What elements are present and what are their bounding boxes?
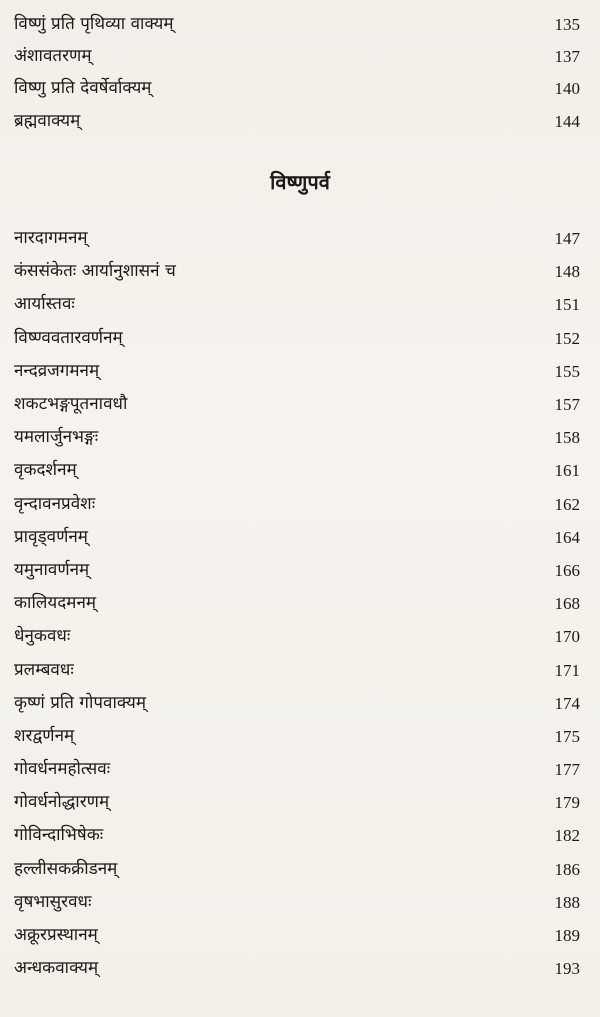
toc-entry-title: यमलार्जुनभङ्गः [14, 427, 99, 448]
toc-entry-page: 175 [554, 726, 580, 746]
toc-entry-page: 135 [554, 14, 580, 34]
toc-entry-title: नारदागमनम् [14, 228, 88, 249]
toc-entry-title: कृष्णं प्रति गोपवाक्यम् [14, 692, 147, 713]
toc-entry-title: विष्ण्ववतारवर्णनम् [14, 327, 123, 348]
section-heading: विष्णुपर्व [270, 170, 330, 194]
toc-entry-page: 148 [554, 262, 580, 282]
toc-entry-title: धेनुकवधः [14, 626, 71, 647]
toc-entry-title: शकटभङ्गपूतनावधौ [14, 394, 128, 415]
toc-entry-title: नन्दव्रजगमनम् [14, 360, 100, 381]
toc-entry-title: अंशावतरणम् [14, 46, 92, 67]
toc-row [0, 454, 600, 487]
toc-entry-page: 174 [554, 693, 580, 713]
toc-entry-page: 155 [554, 361, 580, 381]
toc-entry-page: 140 [554, 79, 580, 99]
toc-row [0, 753, 600, 786]
toc-entry-title: यमुनावर्णनम् [14, 559, 90, 580]
toc-row [0, 222, 600, 255]
toc-entry-title: वृषभासुरवधः [14, 891, 92, 912]
toc-entry-title: शरद्वर्णनम् [14, 725, 75, 746]
toc-entry-page: 144 [554, 111, 580, 131]
toc-entry-title: गोवर्धनोद्धारणम् [14, 792, 110, 813]
toc-entry-title: विष्णुं प्रति पृथिव्या वाक्यम् [14, 13, 174, 34]
toc-row [0, 8, 600, 40]
toc-row [0, 488, 600, 521]
toc-entry-page: 137 [554, 47, 580, 67]
toc-row [0, 720, 600, 753]
toc-entry-title: अक्रूरप्रस्थानम् [14, 925, 98, 946]
toc-entry-title: कंससंकेतः आर्यानुशासनं च [14, 261, 176, 282]
toc-row [0, 322, 600, 355]
toc-row [0, 653, 600, 686]
toc-row [0, 421, 600, 454]
toc-entry-title: प्रावृड्वर्णनम् [14, 526, 88, 547]
toc-entry-page: 152 [554, 328, 580, 348]
toc-entry-title: ब्रह्मवाक्यम् [14, 110, 81, 131]
toc-entry-page: 170 [554, 627, 580, 647]
toc-entry-title: कालियदमनम् [14, 593, 97, 614]
toc-entry-page: 157 [554, 395, 580, 415]
toc-row [0, 819, 600, 852]
toc-row [0, 105, 600, 137]
toc-entry-page: 162 [554, 494, 580, 514]
toc-entry-page: 151 [554, 295, 580, 315]
toc-row [0, 687, 600, 720]
toc-entry-title: वृन्दावनप्रवेशः [14, 493, 96, 514]
toc-entry-title: वृकदर्शनम् [14, 460, 77, 481]
toc-row [0, 288, 600, 321]
toc-entry-page: 168 [554, 594, 580, 614]
toc-entry-page: 177 [554, 760, 580, 780]
toc-entry-page: 158 [554, 428, 580, 448]
toc-row [0, 786, 600, 819]
toc-row [0, 886, 600, 919]
toc-entry-page: 171 [554, 660, 580, 680]
toc-entry-page: 166 [554, 560, 580, 580]
toc-entry-title: हल्लीसकक्रीडनम् [14, 858, 118, 879]
toc-row [0, 554, 600, 587]
toc-row [0, 952, 600, 985]
toc-entry-page: 189 [554, 926, 580, 946]
toc-entry-page: 161 [554, 461, 580, 481]
toc-row [0, 587, 600, 620]
toc-entry-page: 182 [554, 826, 580, 846]
toc-entry-page: 188 [554, 892, 580, 912]
toc-row [0, 919, 600, 952]
toc-row [0, 355, 600, 388]
toc-list-previous-section [0, 8, 600, 138]
toc-entry-page: 179 [554, 793, 580, 813]
toc-row [0, 388, 600, 421]
toc-list [0, 222, 600, 985]
toc-row [0, 620, 600, 653]
toc-entry-title: गोविन्दाभिषेकः [14, 825, 104, 846]
toc-entry-title: आर्यास्तवः [14, 294, 75, 315]
toc-entry-page: 186 [554, 859, 580, 879]
toc-entry-title: गोवर्धनमहोत्सवः [14, 759, 111, 780]
toc-entry-page: 147 [554, 229, 580, 249]
toc-row [0, 853, 600, 886]
toc-row [0, 40, 600, 72]
toc-entry-title: अन्धकवाक्यम् [14, 958, 99, 979]
toc-entry-page: 164 [554, 527, 580, 547]
toc-entry-title: प्रलम्बवधः [14, 659, 74, 680]
toc-entry-title: विष्णु प्रति देवर्षेर्वाक्यम् [14, 78, 152, 99]
toc-row [0, 73, 600, 105]
toc-entry-page: 193 [554, 959, 580, 979]
toc-row [0, 521, 600, 554]
toc-row [0, 255, 600, 288]
